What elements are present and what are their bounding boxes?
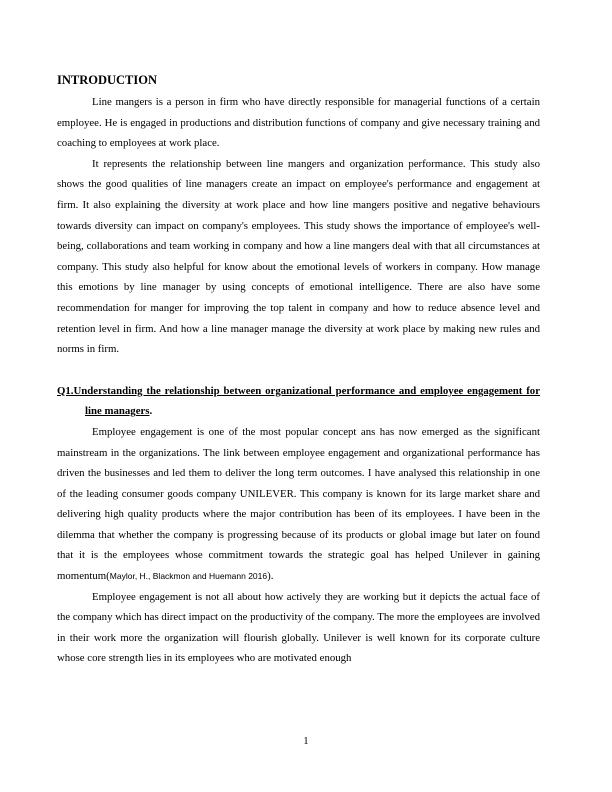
page-content [57, 73, 540, 669]
q1-heading-text: Q1.Understanding the relationship between organizational performance and employee engagement for line managers [57, 384, 540, 418]
citation: Maylor, H., Blackmon and Huemann 2016 [109, 571, 268, 582]
introduction-paragraph-2: It represents the relationship between line mangers and organization performance. This study also shows the good qualities of line managers create an impact on employee's performance and engagement at firm. It also explaining the diversity at work place and how line mangers positive and negative behaviours towards diversity can impact on company's employees. This study shows the importance of employee's well-being, collaborations and team working in company and how a line mangers deal with that all circumstances at company. This study also helpful for know about the emotional levels of workers in company. How manage this emotions by line manager by using concepts of emotional intelligence. There are also have some recommendation for manger for improving the top talent in company and how to reduce absence level and retention level in firm. And how a line manager manage the diversity at work place by making new rules and norms in firm. [57, 157, 540, 356]
q1-paragraph-1-end: ). [267, 570, 274, 583]
page-number: 1 [303, 735, 309, 747]
section-spacer [57, 360, 540, 381]
q1-paragraph-1 [57, 422, 540, 587]
q1-heading-period: . [149, 405, 153, 418]
q1-paragraph-1-text: Employee engagement is one of the most popular concept ans has now emerged as the significant mainstream in the organizations. The link between employee engagement and organizational performance has driven the businesses and led them to deliver the long term outcomes. I have analysed this relationship in one of the leading consumer goods company UNILEVER. This company is known for its large market share and delivering high quality products where the major contribution has been of its employees. I have been in the dilemma that whether the company is progressing because of its products or global image but later on found that it is the employees whose commitment towards the strategic goal has helped Unilever in gaining momentum( [57, 425, 540, 583]
introduction-paragraph-1: Line mangers is a person in firm who have directly responsible for managerial functions of a certain employee. He is engaged in productions and distribution functions of company and give necessary training and coaching to employees at work place. [57, 96, 540, 150]
q1-heading [57, 381, 540, 422]
introduction-heading: INTRODUCTION [57, 73, 158, 87]
q1-paragraph-2: Employee engagement is not all about how actively they are working but it depicts the actual face of the company which has direct impact on the productivity of the company. The more the employees are involved in their work more the organization will flourish globally. Unilever is well known for its corporate culture whose core strength lies in its employees who are motivated enough [57, 590, 541, 665]
